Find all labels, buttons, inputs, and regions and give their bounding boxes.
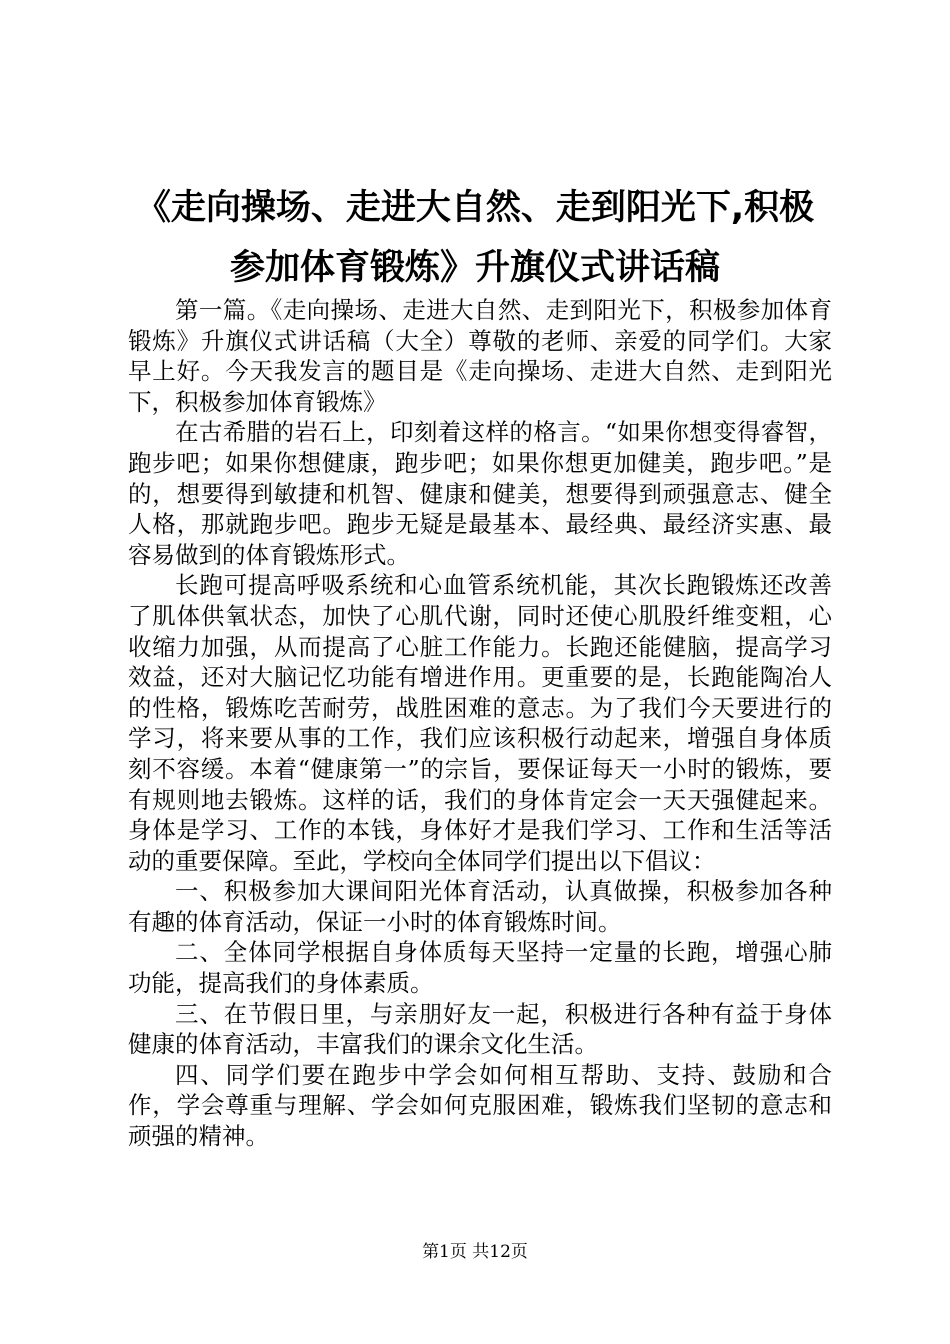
- title-line-1: 《走向操场、走进大自然、走到阳光下,积极: [135, 188, 815, 228]
- paragraph-1: 第一篇。《走向操场、走进大自然、走到阳光下，积极参加体育锻炼》升旗仪式讲话稿（大全）尊敬的老师、亲爱的同学们。大家早上好。今天我发言的题目是《走向操场、走进大自然、走到阳光下，积极参加体育锻炼》: [128, 296, 832, 416]
- paragraph-3: 长跑可提高呼吸系统和心血管系统机能，其次长跑锻炼还改善了肌体供氧状态，加快了心肌代谢，同时还使心肌股纤维变粗，心收缩力加强，从而提高了心脏工作能力。长跑还能健脑，提高学习效益，还对大脑记忆功能有增进作用。更重要的是，长跑能陶冶人的性格，锻炼吃苦耐劳，战胜困难的意志。为了我们今天要进行的学习，将来要从事的工作，我们应该积极行动起来，增强自身体质刻不容缓。本着“健康第一”的宗旨，要保证每天一小时的锻炼，要有规则地去锻炼。这样的话，我们的身体肯定会一天天强健起来。身体是学习、工作的本钱，身体好才是我们学习、工作和生活等活动的重要保障。至此，学校向全体同学们提出以下倡议：: [128, 571, 832, 875]
- paragraph-2: 在古希腊的岩石上，印刻着这样的格言。“如果你想变得睿智，跑步吧；如果你想健康，跑步吧；如果你想更加健美，跑步吧。”是的，想要得到敏捷和机智、健康和健美，想要得到顽强意志、健全人格，那就跑步吧。跑步无疑是最基本、最经典、最经济实惠、最容易做到的体育锻炼形式。: [128, 418, 832, 569]
- page-footer: 第1页 共12页: [422, 1242, 528, 1262]
- paragraph-6: 三、在节假日里，与亲朋好友一起，积极进行各种有益于身体健康的体育活动，丰富我们的课余文化生活。: [128, 999, 832, 1059]
- paragraph-7: 四、同学们要在跑步中学会如何相互帮助、支持、鼓励和合作，学会尊重与理解、学会如何克服困难，锻炼我们坚韧的意志和顽强的精神。: [128, 1060, 832, 1151]
- document-body: [128, 295, 832, 1152]
- document-title: [110, 178, 840, 298]
- paragraph-4: 一、积极参加大课间阳光体育活动，认真做操，积极参加各种有趣的体育活动，保证一小时的体育锻炼时间。: [128, 877, 832, 936]
- paragraph-5: 二、全体同学根据自身体质每天坚持一定量的长跑，增强心肺功能，提高我们的身体素质。: [128, 938, 832, 998]
- title-line-2: 参加体育锻炼》升旗仪式讲话稿: [229, 248, 720, 288]
